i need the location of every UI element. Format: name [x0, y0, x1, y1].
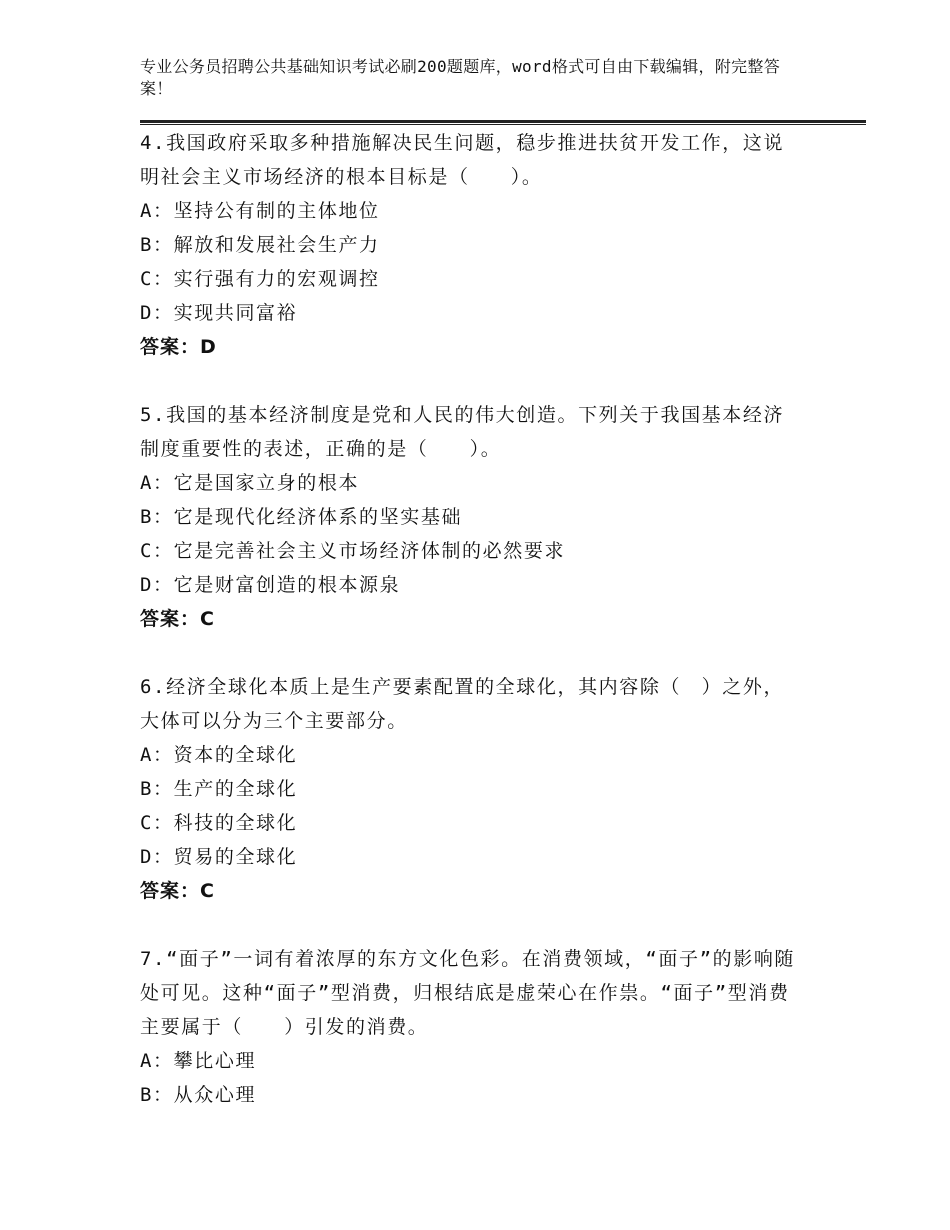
- question-stem: 5.我国的基本经济制度是党和人民的伟大创造。下列关于我国基本经济制度重要性的表述，正确的是（ ）。: [140, 404, 785, 460]
- page-header: 专业公务员招聘公共基础知识考试必刷200题题库，word格式可自由下载编辑，附完整答案！: [140, 57, 781, 98]
- question-5: [140, 398, 820, 636]
- answer-line: 答案：C: [140, 880, 215, 902]
- option-c: C：科技的全球化: [140, 812, 298, 834]
- header-divider: [140, 120, 866, 125]
- question-7: [140, 942, 820, 1112]
- question-stem: 6.经济全球化本质上是生产要素配置的全球化，其内容除（ ）之外，大体可以分为三个主要部分。: [140, 676, 785, 732]
- option-c: C：实行强有力的宏观调控: [140, 268, 380, 290]
- question-stem: 7.“面子”一词有着浓厚的东方文化色彩。在消费领域，“面子”的影响随处可见。这种“面子”型消费，归根结底是虚荣心在作祟。“面子”型消费主要属于（ ）引发的消费。: [140, 948, 796, 1038]
- option-b: B：生产的全球化: [140, 778, 298, 800]
- question-stem: 4.我国政府采取多种措施解决民生问题，稳步推进扶贫开发工作，这说明社会主义市场经济的根本目标是（ ）。: [140, 132, 785, 188]
- option-c: C：它是完善社会主义市场经济体制的必然要求: [140, 540, 566, 562]
- option-a: A：攀比心理: [140, 1050, 257, 1072]
- answer-line: 答案：C: [140, 608, 215, 630]
- question-list: [140, 126, 820, 1146]
- option-a: A：它是国家立身的根本: [140, 472, 360, 494]
- answer-line: 答案：D: [140, 336, 217, 358]
- option-a: A：资本的全球化: [140, 744, 298, 766]
- option-b: B：解放和发展社会生产力: [140, 234, 380, 256]
- option-d: D：贸易的全球化: [140, 846, 298, 868]
- option-d: D：它是财富创造的根本源泉: [140, 574, 401, 596]
- question-4: [140, 126, 820, 364]
- option-b: B：从众心理: [140, 1084, 257, 1106]
- option-b: B：它是现代化经济体系的坚实基础: [140, 506, 463, 528]
- option-d: D：实现共同富裕: [140, 302, 298, 324]
- option-a: A：坚持公有制的主体地位: [140, 200, 380, 222]
- question-6: [140, 670, 820, 908]
